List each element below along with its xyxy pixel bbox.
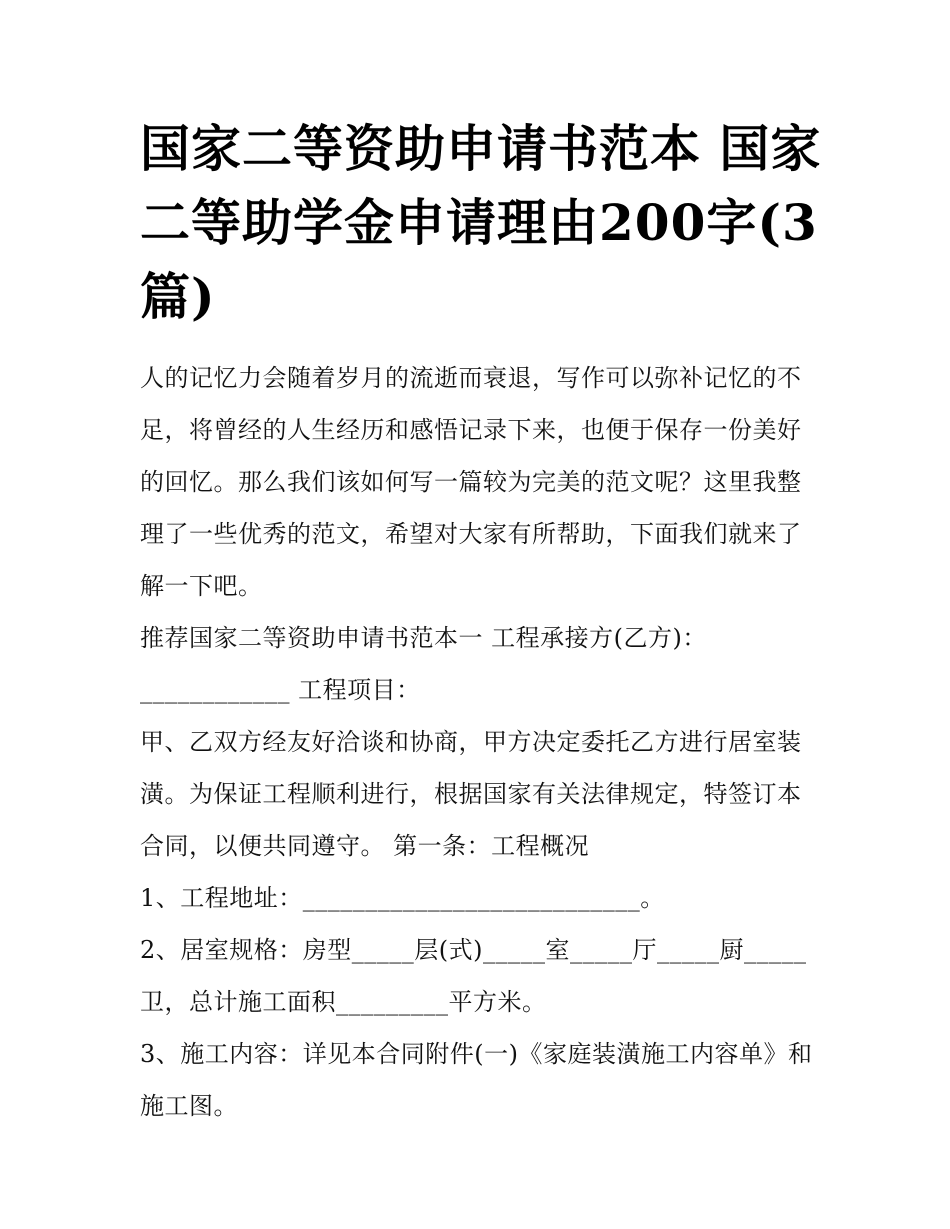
clause-room-spec: 2、居室规格：房型_____层(式)_____室_____厅_____厨_____卫，总计施工面积_________平方米。	[140, 936, 807, 1016]
clause-address: 1、工程地址：___________________________。	[140, 884, 665, 912]
clause-content: 3、施工内容：详见本合同附件(一)《家庭装潢施工内容单》和施工图。	[140, 1040, 813, 1120]
document-title: 国家二等资助申请书范本 国家二等助学金申请理由200字(3篇)	[140, 119, 822, 326]
document-body	[140, 352, 820, 1132]
agreement-paragraph: 甲、乙双方经友好洽谈和协商，甲方决定委托乙方进行居室装潢。为保证工程顺利进行，根据国家有关法律规定，特签订本合同，以便共同遵守。 第一条：工程概况	[140, 728, 802, 860]
project-line: ____________ 工程项目：	[140, 676, 421, 704]
intro-paragraph: 人的记忆力会随着岁月的流逝而衰退，写作可以弥补记忆的不足，将曾经的人生经历和感悟记录下来，也便于保存一份美好的回忆。那么我们该如何写一篇较为完美的范文呢？这里我整理了一些优秀的范文，希望对大家有所帮助，下面我们就来了解一下吧。	[140, 364, 802, 600]
sample-heading-line: 推荐国家二等资助申请书范本一 工程承接方(乙方)：	[140, 624, 707, 652]
